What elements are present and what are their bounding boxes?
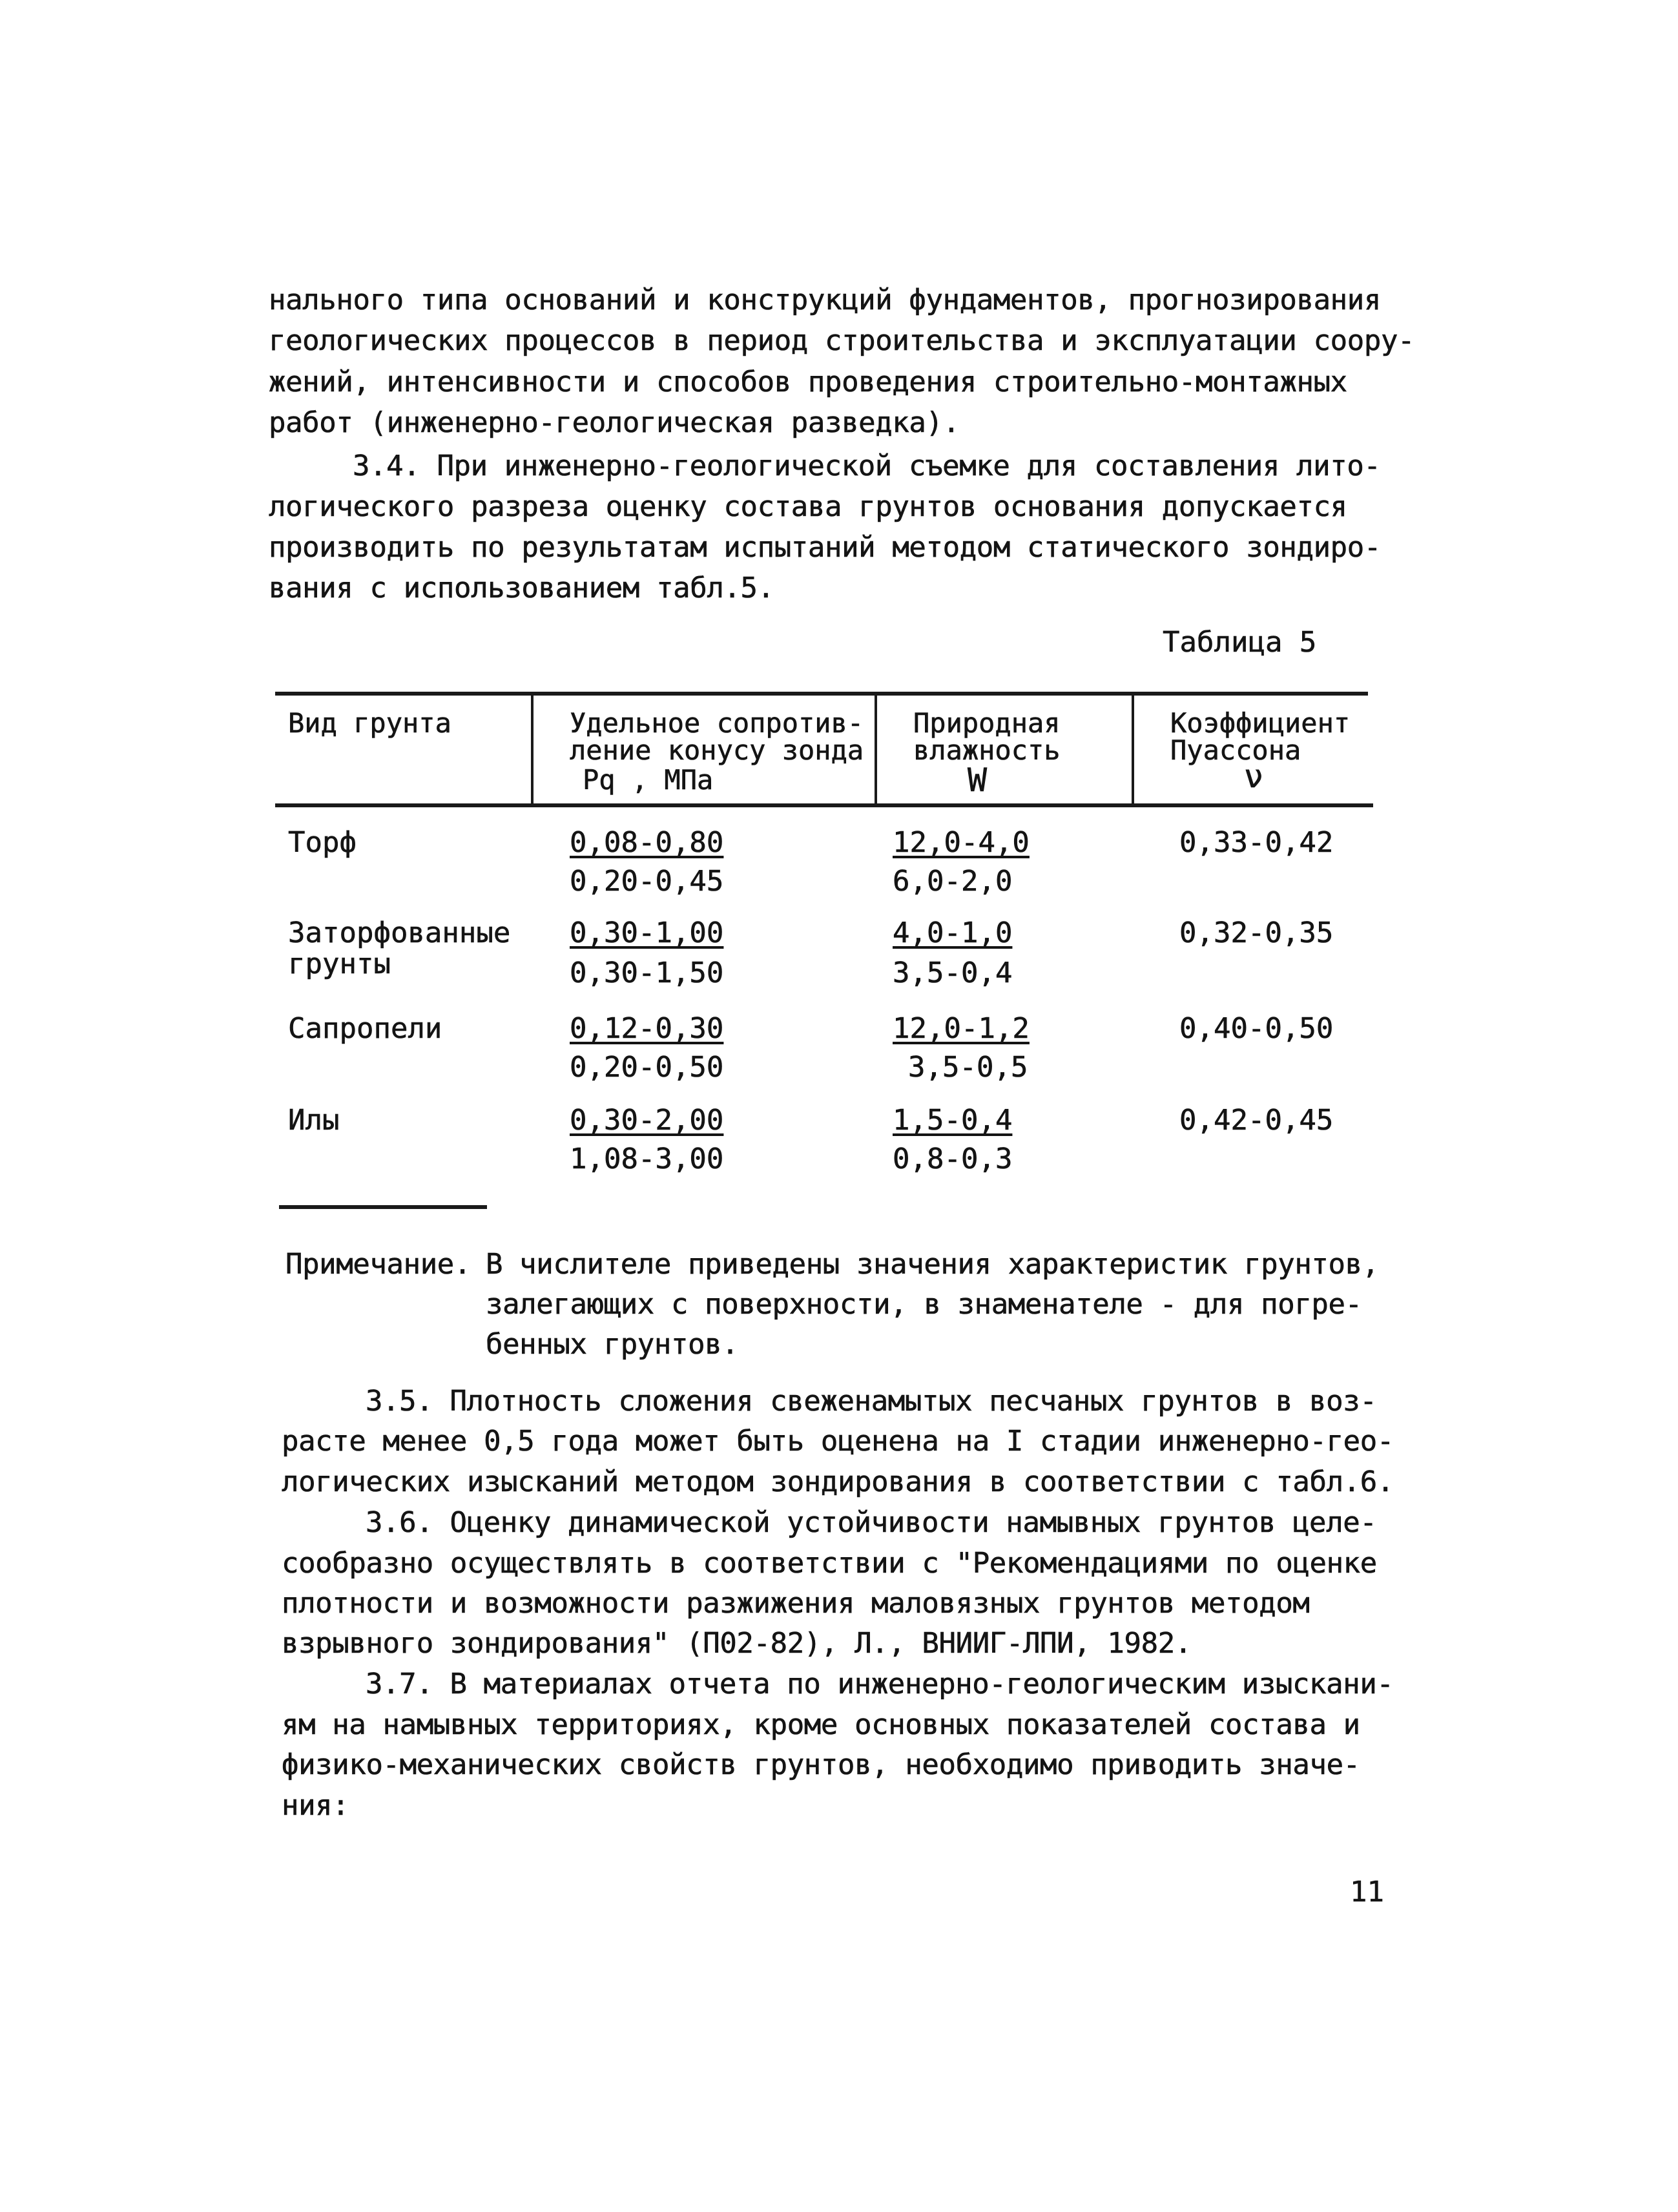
header-line: Пуассона — [1170, 734, 1301, 766]
soil-name: Заторфованные — [288, 916, 511, 949]
moisture-numerator: 1,5-0,4 — [893, 1104, 1013, 1137]
resistance-denominator: 0,30-1,50 — [570, 956, 724, 989]
moisture-numerator: 4,0-1,0 — [893, 916, 1013, 949]
soil-name: Сапропели — [288, 1012, 442, 1045]
header-line: влажность — [913, 734, 1061, 766]
text-line: бенных грунтов. — [486, 1328, 739, 1361]
text-line: нального типа оснований и конструкций фундаментов, прогнозирования — [269, 284, 1381, 316]
soil-name: Илы — [288, 1104, 340, 1137]
table-end-rule — [279, 1205, 487, 1209]
moisture-denominator: 3,5-0,5 — [908, 1051, 1028, 1084]
resistance-denominator: 0,20-0,45 — [570, 865, 724, 898]
table-caption: Таблица 5 — [1163, 626, 1317, 659]
column-divider — [531, 693, 533, 805]
text-line: взрывного зондирования" (П02-82), Л., ВНИИГ-ЛПИ, 1982. — [282, 1627, 1192, 1660]
text-line: вания с использованием табл.5. — [269, 572, 774, 605]
text-line: сообразно осуществлять в соответствии с "Рекомендациями по оценке — [282, 1547, 1377, 1580]
header-symbol: W — [968, 761, 988, 799]
moisture-numerator: 12,0-1,2 — [893, 1012, 1030, 1045]
moisture-denominator: 0,8-0,3 — [893, 1142, 1013, 1175]
text-line: 3.5. Плотность сложения свеженамытых песчаных грунтов в воз- — [366, 1385, 1377, 1418]
header-line: Удельное сопротив- — [570, 707, 864, 739]
poisson-value: 0,32-0,35 — [1179, 916, 1334, 949]
column-divider — [875, 693, 877, 805]
table-top-rule — [275, 692, 1368, 696]
soil-name: грунты — [288, 947, 391, 980]
poisson-value: 0,40-0,50 — [1179, 1012, 1334, 1045]
resistance-denominator: 0,20-0,50 — [570, 1051, 724, 1084]
text-line: ям на намывных территориях, кроме основных показателей состава и — [282, 1708, 1360, 1741]
header-line: Природная — [913, 707, 1061, 739]
resistance-numerator: 0,30-1,00 — [570, 916, 724, 949]
header-soil-type: Вид грунта — [288, 707, 451, 739]
resistance-numerator: 0,08-0,80 — [570, 826, 724, 859]
text-line: залегающих с поверхности, в знаменателе - для погре- — [486, 1288, 1362, 1321]
text-line: плотности и возможности разжижения маловязных грунтов методом — [282, 1587, 1310, 1620]
text-line: В числителе приведены значения характеристик грунтов, — [486, 1248, 1379, 1281]
text-line: 3.4. При инженерно-геологической съемке для составления лито- — [353, 450, 1381, 482]
page-number: 11 — [1350, 1876, 1384, 1908]
resistance-numerator: 0,12-0,30 — [570, 1012, 724, 1045]
header-unit: Pq , МПа — [583, 764, 714, 796]
text-line: 3.6. Оценку динамической устойчивости намывных грунтов целе- — [366, 1506, 1377, 1539]
table-header-rule — [275, 803, 1373, 807]
text-line: производить по результатам испытаний методом статического зондиро- — [269, 531, 1381, 564]
column-divider — [1132, 693, 1134, 805]
poisson-value: 0,42-0,45 — [1179, 1104, 1334, 1137]
text-line: жений, интенсивности и способов проведения строительно-монтажных — [269, 366, 1347, 398]
poisson-value: 0,33-0,42 — [1179, 826, 1334, 859]
text-line: логических изысканий методом зондирования в соответствии с табл.6. — [282, 1465, 1394, 1498]
text-line: физико-механических свойств грунтов, необходимо приводить значе- — [282, 1748, 1360, 1781]
header-symbol: ν — [1244, 758, 1264, 795]
resistance-numerator: 0,30-2,00 — [570, 1104, 724, 1137]
moisture-denominator: 3,5-0,4 — [893, 956, 1013, 989]
text-line: логического разреза оценку состава грунтов основания допускается — [269, 490, 1347, 523]
header-line: Коэффициент — [1170, 707, 1351, 739]
moisture-denominator: 6,0-2,0 — [893, 865, 1013, 898]
text-line: работ (инженерно-геологическая разведка). — [269, 406, 960, 439]
header-line: ление конусу зонда — [570, 734, 864, 766]
text-line: ния: — [282, 1789, 349, 1822]
text-line: 3.7. В материалах отчета по инженерно-геологическим изыскани- — [366, 1668, 1394, 1700]
moisture-numerator: 12,0-4,0 — [893, 826, 1030, 859]
resistance-denominator: 1,08-3,00 — [570, 1142, 724, 1175]
text-line: геологических процессов в период строительства и эксплуатации соору- — [269, 324, 1415, 357]
text-line: расте менее 0,5 года может быть оценена на I стадии инженерно-гео- — [282, 1425, 1394, 1458]
soil-name: Торф — [288, 826, 357, 859]
note-label: Примечание. — [285, 1248, 471, 1281]
